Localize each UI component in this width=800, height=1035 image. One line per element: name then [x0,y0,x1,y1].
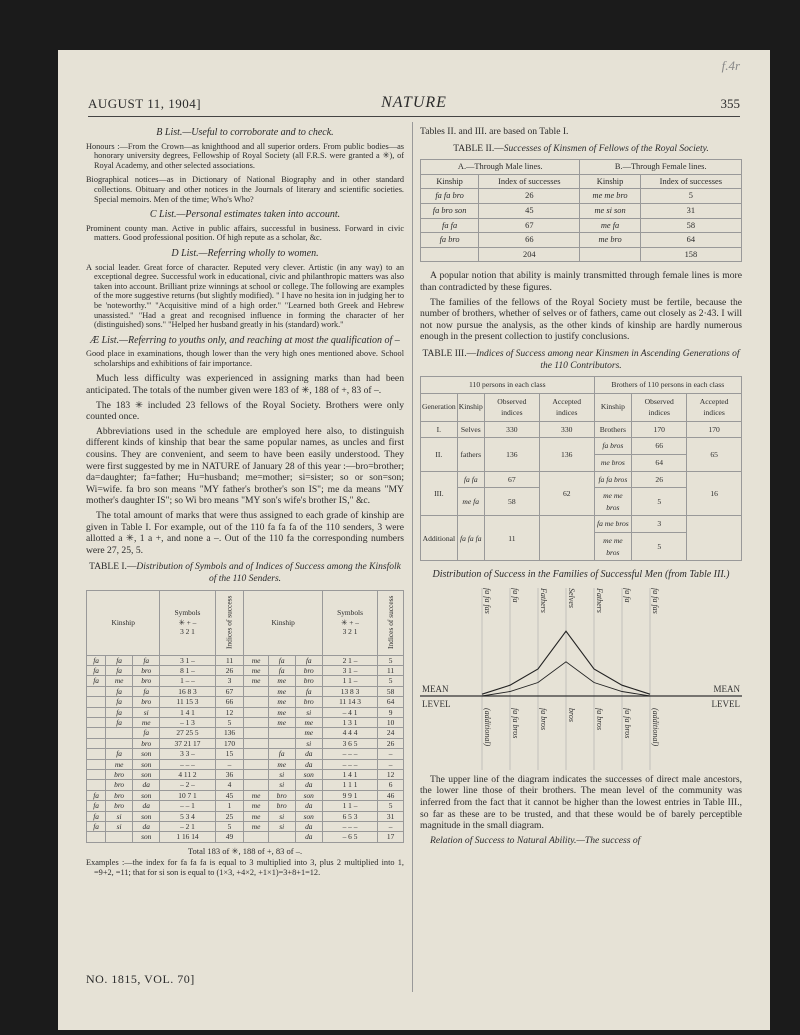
diagram-caption: Distribution of Success in the Families of Successful Men (from Table III.) [432,569,730,581]
table-cell: 46 [378,790,404,800]
body-paragraph: The upper line of the diagram indicates the successes of direct male ancestors, the lower line those of their brothers. The mean level of the community was inferred from the fact that it cannot be higher than the lowest entries in Table III., so far as these are to be trusted, and that these would be of barely perceptible magnitude in the small diagram. [420,773,742,832]
table-cell: – 2 1 [160,822,215,832]
table-cell: bro [295,697,322,707]
table-cell: 36 [215,770,244,780]
table-cell: 9 9 1 [322,790,377,800]
table-cell: 1 4 1 [322,770,377,780]
table-cell: son [133,790,160,800]
table-cell: 49 [215,832,244,842]
table-cell: – 6 5 [322,832,377,842]
table-row: fa fa bro 26 me me bro 5 [421,189,742,204]
table-cell: 8 1 – [160,665,215,675]
table-cell: me [268,686,295,696]
table-cell: da [295,832,322,842]
table-cell: – – – [322,822,377,832]
top-label: fa fa fas [483,587,492,614]
table-cell: fa [87,790,106,800]
e-list-title: Æ List.—Referring to youths only, and reaching at most the qualification of – [90,334,400,346]
table-cell: si [106,811,133,821]
table-cell: 1 [215,801,244,811]
table-cell: me [244,822,268,832]
table-cell [87,686,106,696]
b-list-title: B List.—Useful to corroborate and to check. [156,127,334,138]
table-cell [244,759,268,769]
right-intro: Tables II. and III. are based on Table I. [420,126,569,137]
table-cell: fa [87,822,106,832]
table-row [87,718,404,728]
table-cell: 1 3 1 [322,718,377,728]
table-cell: – – – [322,759,377,769]
bottom-label: fa bros [595,707,604,730]
table-cell: da [295,801,322,811]
table-cell: fa [87,676,106,686]
table-cell: 31 [378,811,404,821]
table-row: fa bro son 45 me si son 31 [421,203,742,218]
table-cell: me [244,676,268,686]
table-row [87,749,404,759]
table-cell: – [378,822,404,832]
table-row [87,811,404,821]
table-row: II. fathers 136 136 fa bros 66 65 [421,438,742,455]
table-cell: 5 [378,676,404,686]
table-cell: bro [268,801,295,811]
table-cell: 5 3 4 [160,811,215,821]
kinship-header: Kinship [244,590,323,655]
table-cell: me [268,718,295,728]
table-cell: – – – [160,759,215,769]
table-cell: son [133,832,160,842]
table-cell [244,780,268,790]
table-cell [268,832,295,842]
table-cell: fa [133,686,160,696]
table-cell: da [295,749,322,759]
table-cell [244,686,268,696]
column-divider [412,122,413,992]
table-row [87,655,404,665]
table-cell: 26 [378,738,404,748]
table-cell: si [106,822,133,832]
table-cell: da [295,780,322,790]
table-cell [87,738,106,748]
table-cell [244,749,268,759]
table-cell: 1 1 – [322,676,377,686]
table-cell: son [133,811,160,821]
table-cell: me [268,676,295,686]
table-cell: da [295,822,322,832]
table-cell: 13 8 3 [322,686,377,696]
table-cell: 5 [378,801,404,811]
table-cell: 5 [215,822,244,832]
table-cell [244,832,268,842]
top-label: fa fa [623,587,632,603]
table-cell: 15 [215,749,244,759]
table-2: A.—Through Male lines. B.—Through Female lines. Kinship Index of successes Kinship Index of successes fa fa bro 26 me me bro 5 fa bro son 45 me si son 31 fa fa 67 me fa 58 fa bro 66 me bro 64 204 158 [420,159,742,262]
table-cell: 1 1 1 [322,780,377,790]
bottom-label: (additional) [651,707,660,747]
left-column [86,124,404,883]
table-cell: bro [268,790,295,800]
table-cell: fa [268,749,295,759]
table-cell: me [133,718,160,728]
table-cell: 24 [378,728,404,738]
table-cell: 11 15 3 [160,697,215,707]
table-cell: si [133,707,160,717]
table-row: fa fa 67 me fa 58 [421,218,742,233]
table-cell: fa [295,686,322,696]
c-list-title: C List.—Personal estimates taken into account. [149,209,341,221]
table-cell: – 2 – [160,780,215,790]
table-cell: fa [87,655,106,665]
table-row [87,665,404,675]
table-cell: – – 1 [160,801,215,811]
table1-header [87,590,404,655]
running-header [88,96,740,117]
table-cell: bro [133,676,160,686]
table-cell: 58 [378,686,404,696]
table-cell: da [133,822,160,832]
table-cell: 9 [378,707,404,717]
top-label: Selves [567,587,576,608]
table-cell: 45 [215,790,244,800]
table-cell: bro [133,697,160,707]
table-cell: 17 [378,832,404,842]
table-cell: 16 8 3 [160,686,215,696]
table-cell: son [133,759,160,769]
table-cell: – 1 3 [160,718,215,728]
table-cell: 10 [378,718,404,728]
table-row [87,728,404,738]
table-row [87,822,404,832]
table-cell: me [295,718,322,728]
table-1 [86,590,404,843]
table3-caption: TABLE III.—Indices of Success among near Kinsmen in Ascending Generations of the 110 Contributors. [422,348,740,371]
group-b-header: B.—Through Female lines. [580,160,742,175]
table-cell: 1 16 14 [160,832,215,842]
table1-examples: Examples :—the index for fa fa fa is equal to 3 multiplied into 3, plus 2 multiplied into 1, =9+2, =11; that for si son is equal to (1×3, +4×2, +1×1)=3+8+1=12. [86,858,404,878]
table-cell [268,738,295,748]
table-cell [87,759,106,769]
table-cell: – [378,759,404,769]
table-cell: bro [133,665,160,675]
table-cell: me [268,707,295,717]
table-cell: 6 [378,780,404,790]
table-cell: me [244,655,268,665]
table-cell: fa [106,718,133,728]
table-row [87,686,404,696]
table-cell: son [133,770,160,780]
table-cell: – 4 1 [322,707,377,717]
top-label: fa fa fas [651,587,660,614]
table-row: fa bro 66 me bro 64 [421,233,742,248]
body-paragraph: The total amount of marks that were thus assigned to each grade of kinship are given in Table I. For example, out of the 110 fa fa fa of the 110 senders, 3 were allotted a ✳, 1 a +, and none a –. Out of the 110 fa the corresponding numbers were 27, 25, 5. [86,510,404,556]
table-cell: si [268,780,295,790]
symbols-header: Symbols ✳ + – 3 2 1 [160,590,215,655]
table-cell: 1 1 – [322,801,377,811]
bottom-label: fa bros [539,707,548,730]
table-cell [87,718,106,728]
top-label: Fathers [539,587,548,613]
bottom-label: fa fa bros [623,707,632,739]
table-cell: 25 [215,811,244,821]
table-3: 110 persons in each class Brothers of 110 persons in each class Generation Kinship Observed indices Accepted indices Kinship Observed indices Accepted indices I. Selves 330 330 Brothers 170 170 II. fathers 136 136 fa bros 66 65 me bros 64 III. fa fa 67 62 fa fa bros 26 16 me fa 58 me me bros 5 Additional fa fa fa 11 fa me bros 3 me me bros 5 [420,376,742,561]
mean-label-left: MEAN [422,683,449,694]
table-cell: fa [87,801,106,811]
body-paragraph: The families of the fellows of the Royal Society must be fertile, because the number of brothers, whether of selves or of fathers, came out closely as 2·43. I will not now pursue the analysis, as the other kinds of kinship are hardly numerous enough in the present collection to justify conclusions. [420,296,742,343]
table-cell: 4 11 2 [160,770,215,780]
table-row [87,790,404,800]
table-cell: fa [106,749,133,759]
table-cell: 5 [378,655,404,665]
table-cell: 10 7 1 [160,790,215,800]
table-cell: fa [106,707,133,717]
table-cell [244,738,268,748]
symbols-header: Symbols ✳ + – 3 2 1 [322,590,377,655]
table-cell: 3 1 – [160,655,215,665]
table-cell: 2 1 – [322,655,377,665]
e-list-item: Good place in examinations, though lower than the very high ones mentioned above. School scholarships and exhibitions of fair importance. [86,349,404,368]
table-cell: 5 [215,718,244,728]
bottom-label: (additional) [483,707,492,747]
table-cell: son [295,770,322,780]
table-cell: me [106,676,133,686]
table-cell: bro [106,780,133,790]
table-cell: 3 1 – [322,665,377,675]
issue-footer: NO. 1815, VOL. 70] [86,972,195,986]
indices-header: Indices of success [215,590,244,655]
table-cell: 11 14 3 [322,697,377,707]
d-list-title: D List.—Referring wholly to women. [171,247,319,259]
table-cell: me [244,665,268,675]
table-cell: 11 [215,655,244,665]
table-cell: si [268,770,295,780]
table-row [87,780,404,790]
right-column [420,124,742,849]
table-cell: 4 4 4 [322,728,377,738]
table-cell: me [244,811,268,821]
table-cell: 11 [378,665,404,675]
group-a-header: A.—Through Male lines. [421,160,580,175]
table-total-row: 204 158 [421,247,742,262]
journal-page [58,50,770,1030]
b-list-item: Biographical notices—as in Dictionary of National Biography and in other standard collections. Obituary and other notices in the Journals of literary and scientific societies. Special memoirs. Men of the time; Who's Who? [86,175,404,204]
c-list-item: Prominent county man. Active in public affairs, successful in business. Forward in civic matters. Good professional position. Of high repute as a scholar, &c. [86,223,404,243]
table-cell: 1 4 1 [160,707,215,717]
table-cell: si [268,822,295,832]
table-cell: fa [106,665,133,675]
d-list-item: A social leader. Great force of character. Reputed very clever. Artistic (in any way) to an exceptional degree. Successful work in educational, civic and philanthropic matters was also taken into account. Brilliant prize winnings at school or college. The following are examples of the more suggestive returns (but slightly modified). " I have no hesita ion in judging her to be 'noteworthy.'" "Acquisitive mind of a high order." "Learned both Greek and Hebrew unassisted." "Had a great and recognised influence in forming the character of her (distinguished) sons." "Helped her husband greatly in his (standard) work." [86,262,404,330]
table-cell [87,707,106,717]
table-cell: fa [87,665,106,675]
table-cell: 66 [215,697,244,707]
table-cell [87,770,106,780]
table-row [87,738,404,748]
table-cell: 170 [215,738,244,748]
table-cell: 3 [215,676,244,686]
table-cell: son [295,811,322,821]
table-cell: bro [295,676,322,686]
table-cell [244,770,268,780]
table-cell [87,749,106,759]
table1-caption: TABLE I.—Distribution of Symbols and of Indices of Success among the Kinsfolk of the 110 Senders. [89,562,401,584]
table-cell: da [133,780,160,790]
table-cell: fa [295,655,322,665]
table-row [87,676,404,686]
table-cell [244,728,268,738]
table-cell: 1 – – [160,676,215,686]
table-cell: bro [133,738,160,748]
table-cell: fa [133,655,160,665]
table-cell: 27 25 5 [160,728,215,738]
table-cell: fa [106,697,133,707]
table-cell: – [378,749,404,759]
bottom-label: bros [567,707,576,722]
table-row [87,759,404,769]
table-cell: si [295,707,322,717]
table-cell: bro [295,665,322,675]
table-cell [106,738,133,748]
table-cell: 37 21 17 [160,738,215,748]
table-cell: me [106,759,133,769]
level-label-right: LEVEL [711,698,740,709]
table-cell: 6 5 3 [322,811,377,821]
pencil-note: f.4r [721,58,740,73]
table-cell [87,780,106,790]
table-row: III. fa fa 67 62 fa fa bros 26 16 [421,471,742,488]
table-cell: 12 [378,770,404,780]
table-cell: 136 [215,728,244,738]
table-cell: si [268,811,295,821]
table-cell: da [133,801,160,811]
table-cell [106,832,133,842]
table-cell: 3 6 5 [322,738,377,748]
table1-total: Total 183 of ✳, 188 of +, 83 of –. [187,845,303,856]
table-cell: son [295,790,322,800]
table-cell: me [244,790,268,800]
body-paragraph: The 183 ✳ included 23 fellows of the Royal Society. Brothers were only counted once. [86,399,404,423]
table2-caption: TABLE II.—Successes of Kinsmen of Fellows of the Royal Society. [453,143,709,154]
table-row [87,707,404,717]
table-row: I. Selves 330 330 Brothers 170 170 [421,421,742,438]
kinship-header: Kinship [87,590,160,655]
b-list-item: Honours :—From the Crown—as knighthood and all superior orders. From public bodies—as honorary university degrees, Fellowship of Royal Society (all F.R.S. were granted a ✳), of Royal Academy, and other selected associations. [86,141,404,170]
table-cell: fa [106,655,133,665]
table-row [87,770,404,780]
table-cell: son [133,749,160,759]
table-row: Additional fa fa fa 11 fa me bros 3 [421,516,742,533]
table-cell: fa [106,686,133,696]
table-cell [244,707,268,717]
table-row [87,801,404,811]
table-cell: si [295,738,322,748]
table-cell [87,832,106,842]
table-cell: bro [106,790,133,800]
table-cell: da [295,759,322,769]
table-cell: 4 [215,780,244,790]
success-diagram [420,584,742,774]
table-cell: – – – [322,749,377,759]
table-row [87,697,404,707]
table-cell: bro [106,770,133,780]
body-paragraph: Abbreviations used in the schedule are employed here also, to distinguish different kinds of kinship that bear the same popular names, as uncles and first cousins. They are convenient, and seem to have been easily understood. They were first suggested by me in NATURE of January 28 of this year :—bro=brother; da=daughter; fa=father; Hu=husband; me=mother; si=sister; so or son=son; Wi=wife. fa bro son means "MY father's brother's son IS"; me da means "MY mother's daughter IS"; so Wi bro means "MY son's wife's brother IS," &c. [86,425,404,507]
table-cell [244,697,268,707]
bottom-label: fa fa bros [511,707,520,739]
table-cell: fa [87,811,106,821]
table-cell: me [295,728,322,738]
table-cell: 26 [215,665,244,675]
body-paragraph: Much less difficulty was experienced in assigning marks than had been anticipated. The totals of the number given were 183 of ✳, 188 of +, 83 of –. [86,373,404,397]
table-cell: fa [268,655,295,665]
table-cell [244,718,268,728]
table-cell [87,728,106,738]
table-cell [268,728,295,738]
section-heading: Relation of Success to Natural Ability.—The success of [430,834,641,846]
header-date: AUGUST 11, 1904] [88,96,202,111]
table-cell [87,697,106,707]
table-cell [106,728,133,738]
table-cell: me [268,759,295,769]
top-label: fa fa [511,587,520,603]
body-paragraph: A popular notion that ability is mainly transmitted through female lines is more than contradicted by these figures. [420,270,742,293]
table-cell: me [268,697,295,707]
journal-title: NATURE [381,94,447,111]
table-cell: 3 3 – [160,749,215,759]
table-cell: 12 [215,707,244,717]
table-cell: fa [133,728,160,738]
table-row [87,832,404,842]
level-label-left: LEVEL [422,698,451,709]
table-cell: fa [268,665,295,675]
table-cell: bro [106,801,133,811]
table-cell: 64 [378,697,404,707]
table-cell: 67 [215,686,244,696]
top-label: Fathers [595,587,604,613]
mean-label-right: MEAN [713,683,740,694]
table-cell: – [215,759,244,769]
table-cell: me [244,801,268,811]
indices-header: Indices of success [378,590,404,655]
page-number: 355 [720,96,740,111]
